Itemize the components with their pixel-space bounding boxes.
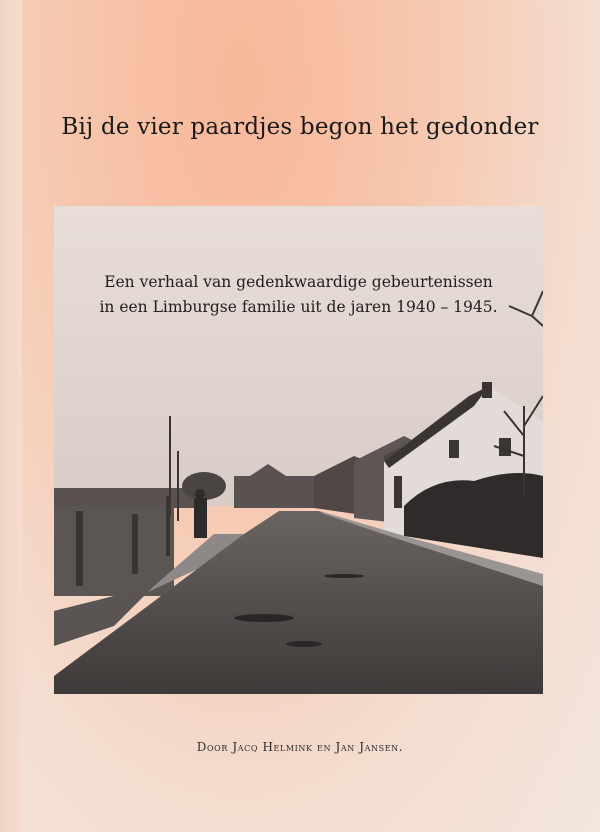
- subtitle-line-1: Een verhaal van gedenkwaardige gebeurtenissen: [104, 273, 493, 291]
- book-title: Bij de vier paardjes begon het gedonder: [61, 114, 539, 140]
- book-subtitle: [54, 270, 543, 320]
- author-line: Door Jacq Helmink en Jan Jansen.: [196, 740, 404, 754]
- subtitle-line-2: in een Limburgse familie uit de jaren 1940 – 1945.: [99, 298, 498, 316]
